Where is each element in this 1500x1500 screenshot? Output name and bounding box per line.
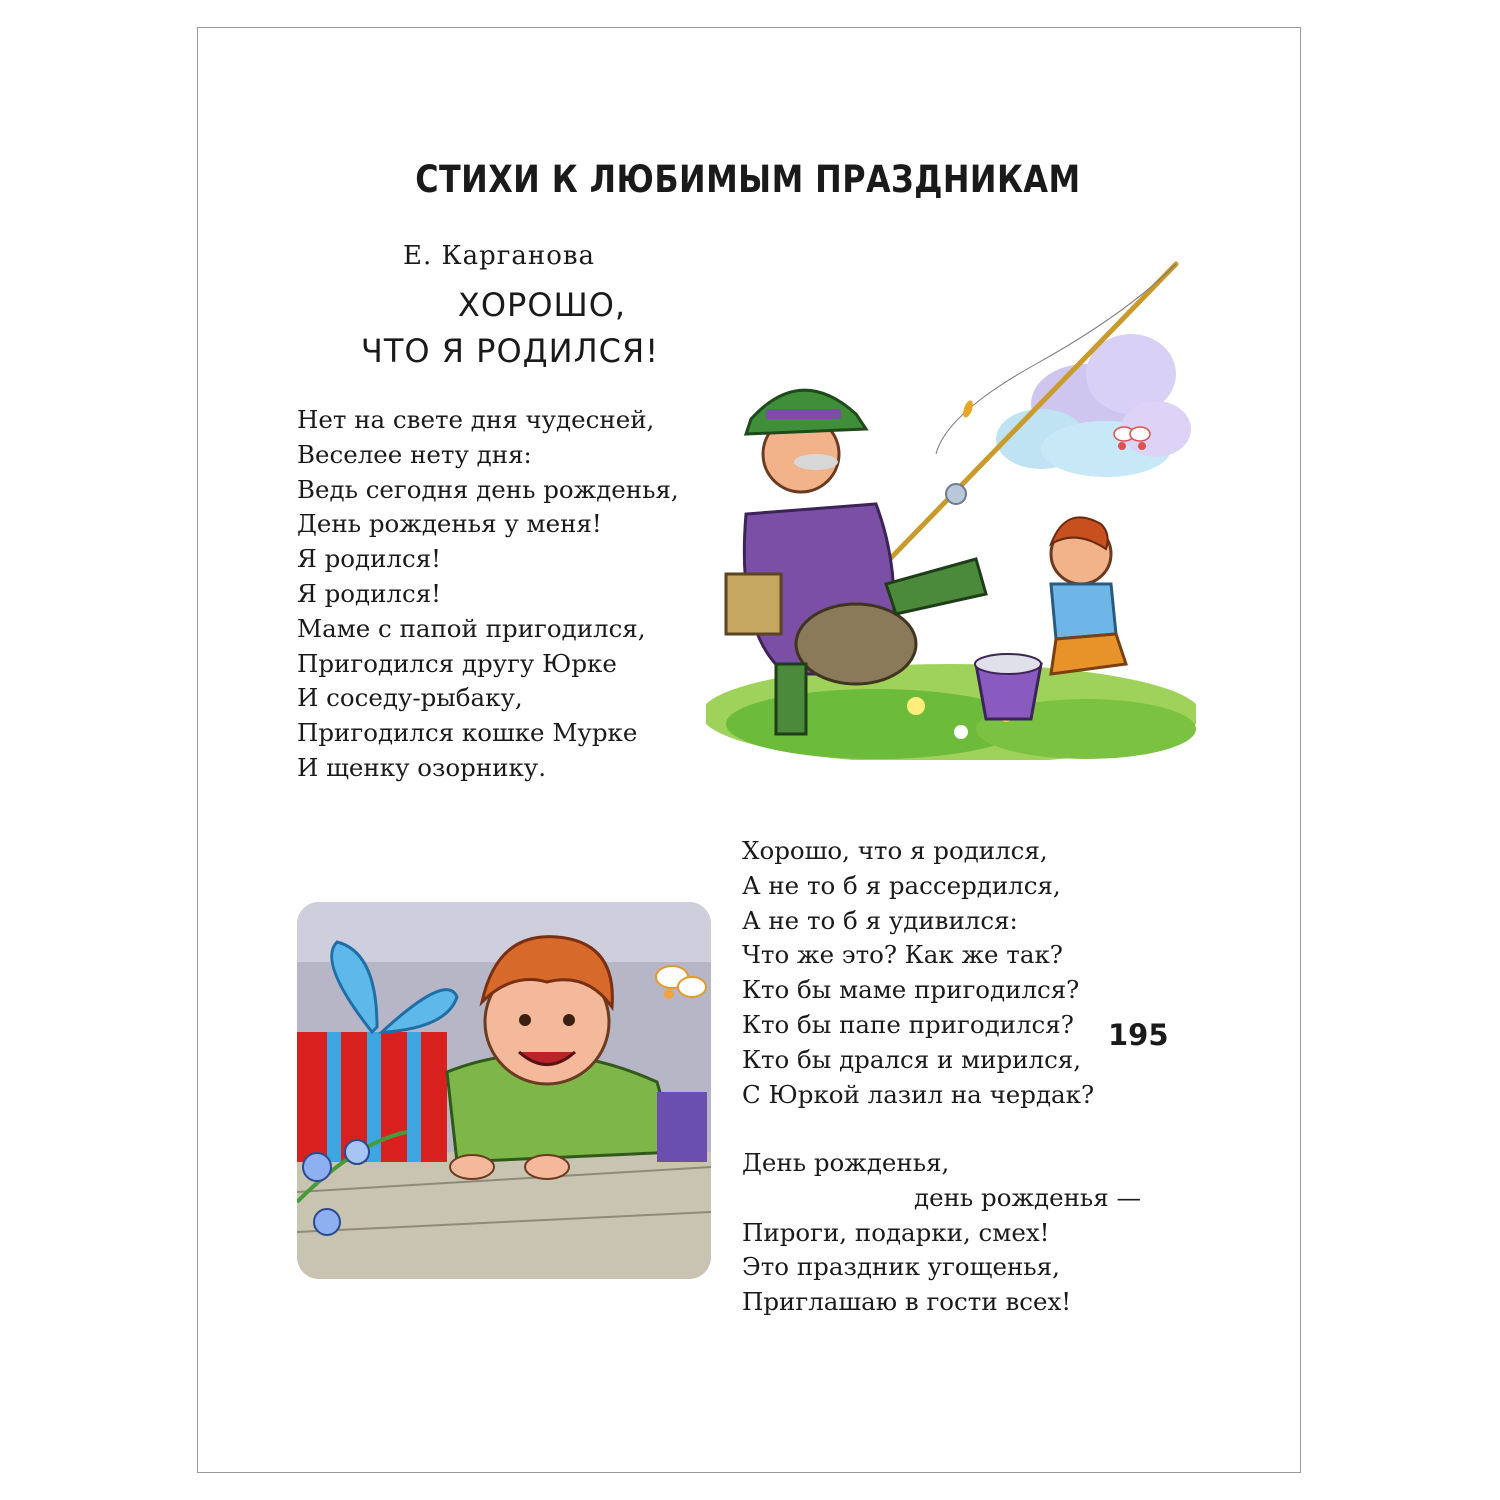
verse-line: И щенку озорнику. bbox=[297, 752, 546, 782]
page-number: 195 bbox=[1108, 1018, 1169, 1052]
stanza-1 bbox=[297, 403, 679, 786]
poem-title-line-1: ХОРОШО, bbox=[457, 286, 627, 324]
verse-line: Это праздник угощенья, bbox=[742, 1252, 1060, 1282]
verse-line: Пригодился кошке Мурке bbox=[297, 718, 638, 748]
verse-line: Пригодился другу Юрке bbox=[297, 648, 617, 678]
stanza-2 bbox=[742, 834, 1094, 1112]
poem-title-line-2: ЧТО Я РОДИЛСЯ! bbox=[360, 332, 660, 370]
verse-line: Кто бы папе пригодился? bbox=[742, 1009, 1074, 1039]
verse-line-indented: день рожденья — bbox=[914, 1182, 1142, 1212]
verse-line: Я родился! bbox=[297, 544, 442, 574]
fisherman-illustration bbox=[706, 254, 1196, 760]
verse-line: День рожденья, bbox=[742, 1148, 950, 1177]
verse-line: Кто бы маме пригодился? bbox=[742, 975, 1080, 1005]
boy-with-gift-illustration bbox=[297, 902, 711, 1279]
verse-line: Веселее нету дня: bbox=[297, 439, 532, 469]
verse-line: День рожденья у меня! bbox=[297, 509, 602, 539]
verse-line: И соседу-рыбаку, bbox=[297, 683, 523, 713]
verse-line: А не то б я рассердился, bbox=[742, 870, 1061, 900]
verse-line: Пироги, подарки, смех! bbox=[742, 1217, 1050, 1247]
verse-line: С Юркой лазил на чердак? bbox=[742, 1079, 1095, 1109]
verse-line: Ведь сегодня день рожденья, bbox=[297, 474, 679, 504]
poem-author: Е. Карганова bbox=[403, 241, 596, 271]
verse-line: Я родился! bbox=[297, 578, 442, 608]
section-title: СТИХИ К ЛЮБИМЫМ ПРАЗДНИКАМ bbox=[415, 158, 1081, 201]
verse-line: Приглашаю в гости всех! bbox=[742, 1287, 1072, 1317]
verse-line: Что же это? Как же так? bbox=[742, 940, 1063, 970]
cloud bbox=[996, 334, 1191, 477]
verse-line: Кто бы дрался и мирился, bbox=[742, 1044, 1082, 1074]
stanza-3 bbox=[742, 1146, 1141, 1320]
verse-line: Хорошо, что я родился, bbox=[742, 836, 1048, 865]
verse-line: Маме с папой пригодился, bbox=[297, 613, 646, 643]
verse-line: А не то б я удивился: bbox=[742, 905, 1018, 935]
verse-line: Нет на свете дня чудесней, bbox=[297, 405, 655, 434]
